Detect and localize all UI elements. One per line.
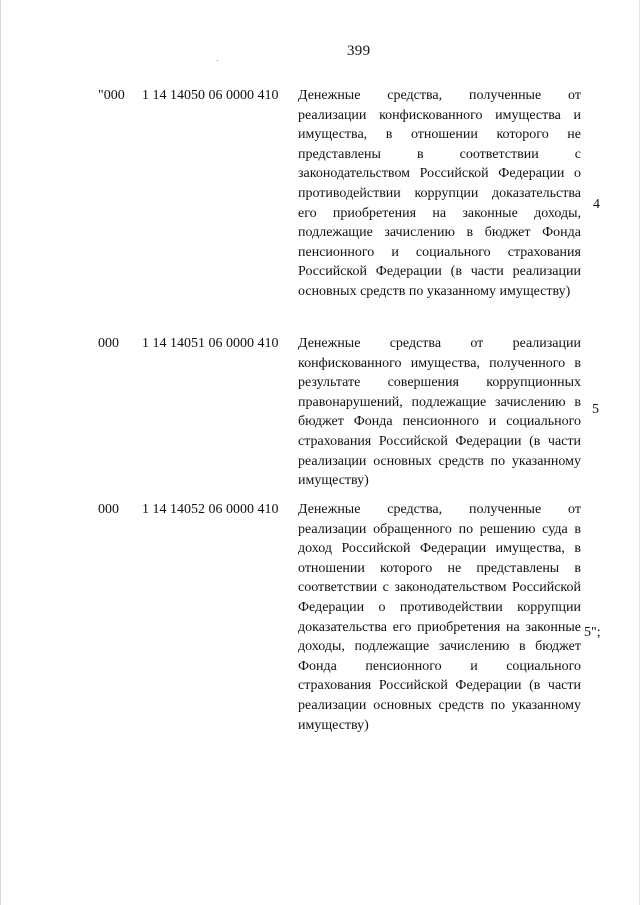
- scan-mark: [217, 60, 218, 61]
- budget-classification-code: 1 14 14051 06 0000 410: [142, 336, 279, 351]
- income-description: Денежные средства, полученные от реализации обращенного по решению суда в доход Российской Федерации имущества, в отношении которого не представлены в соответствии с законодательством Российской Федерации о противодействии коррупции доказательства его приобретения на законные доходы, подлежащие зачислению в бюджет Фонда пенсионного и социального страхования Российской Федерации (в части реализации основных средств по указанному имуществу): [298, 502, 581, 733]
- income-description: Денежные средства, полученные от реализации конфискованного имущества и имущества, в отношении которого не представлены в соответствии с законодательством Российской Федерации о противодействии коррупции доказательства его приобретения на законные доходы, подлежащие зачислению в бюджет Фонда пенсионного и социального страхования Российской Федерации (в части реализации основных средств по указанному имуществу): [298, 88, 581, 299]
- allocation-norm: 4: [593, 197, 600, 212]
- income-description: Денежные средства от реализации конфискованного имущества, полученного в результате совершения коррупционных правонарушений, подлежащие зачислению в бюджет Фонда пенсионного и социального страхования Российской Федерации (в части реализации основных средств по указанному имуществу): [298, 336, 581, 489]
- admin-code: 000: [98, 336, 119, 351]
- budget-classification-code: 1 14 14050 06 0000 410: [142, 88, 279, 103]
- page-number: 399: [347, 43, 371, 59]
- budget-classification-code: 1 14 14052 06 0000 410: [142, 502, 279, 517]
- allocation-norm: 5: [592, 402, 599, 417]
- admin-code: 000: [98, 502, 119, 517]
- allocation-norm: 5";: [584, 625, 601, 640]
- admin-code: "000: [98, 88, 125, 103]
